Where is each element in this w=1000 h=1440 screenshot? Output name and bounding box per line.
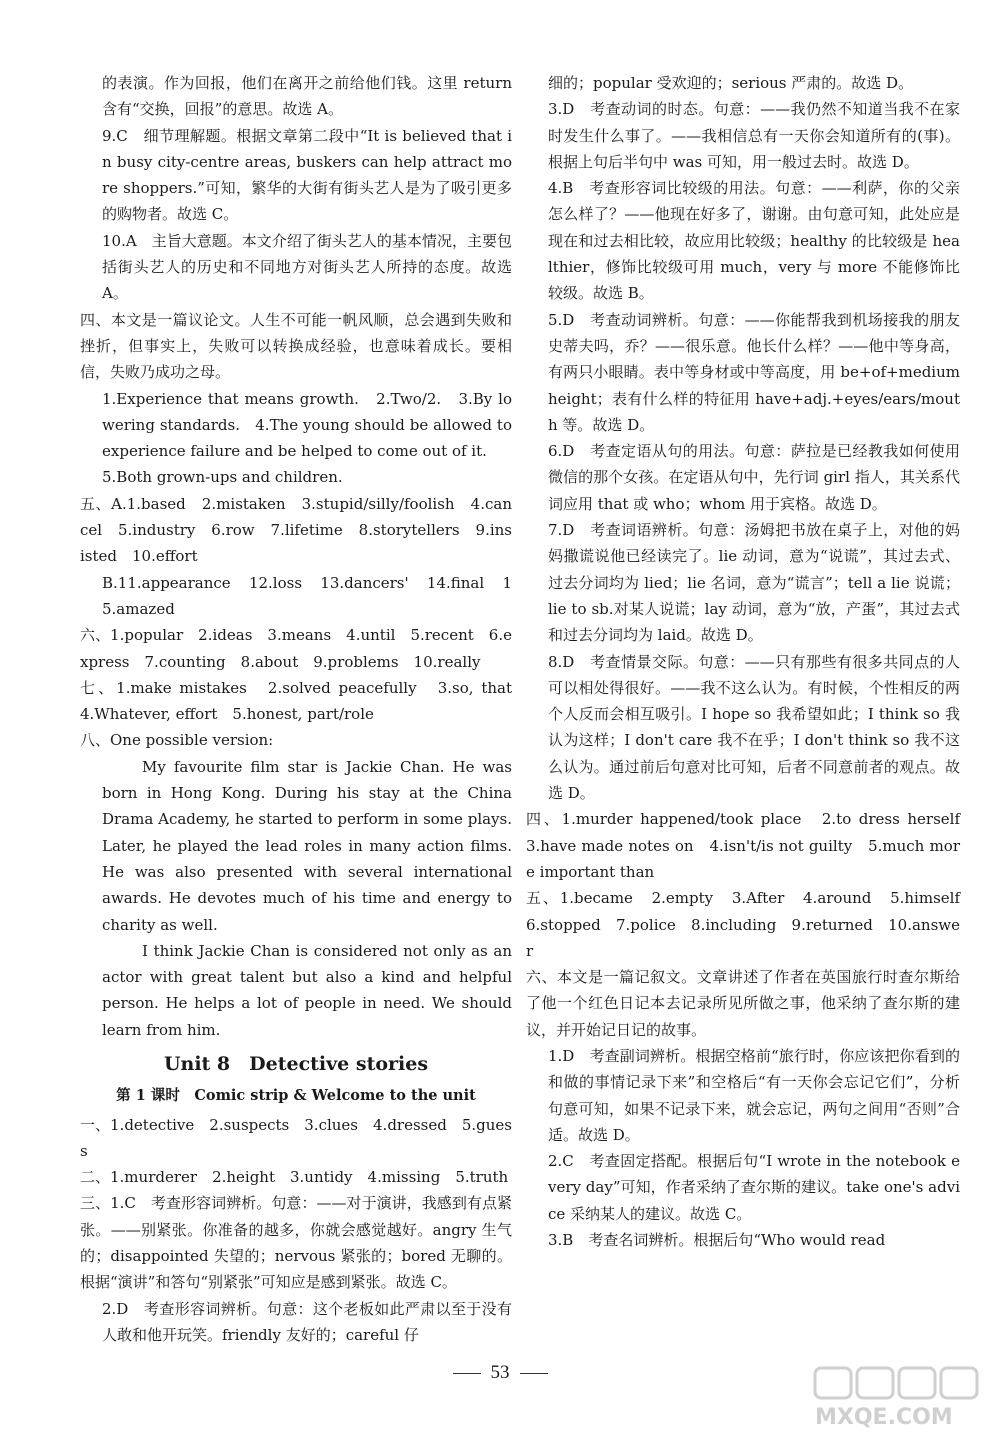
watermark-icon xyxy=(811,1362,986,1430)
right-line-0: 细的；popular 受欢迎的；serious 严肃的。故选 D。 xyxy=(548,74,914,92)
right-line-10: 1.D 考查副词辨析。根据空格前“旅行时，你应该把你看到的和做的事情记录下来”和空格后“有一天你会忘记它们”，分析句意可知，如果不记录下来，就会忘记，两句之间用“否则”合适。故选 D。 xyxy=(548,1046,960,1144)
right-line-4: 6.D 考查定语从句的用法。句意：萨拉是已经教我如何使用微信的那个女孩。在定语从句中，先行词 girl 指人，其关系代词应用 that 或 who；whom 用于宾格。故选 D。 xyxy=(548,442,960,513)
right-line-7: 四、1.murder happened/took place 2.to dress herself 3.have made notes on 4.isn't/is not guilty 5.much more important than xyxy=(526,810,976,881)
left-line-9: 七、1.make mistakes 2.solved peacefully 3.so, that 4.Whatever, effort 5.honest, part/role xyxy=(80,678,528,724)
left-line-4: 1.Experience that means growth. 2.Two/2. 3.By lowering standards. 4.The young should be allowed to experience failure and be helped to come out of it. xyxy=(102,389,512,461)
right-line-6: 8.D 考查情景交际。句意：——只有那些有很多共同点的人可以相处得很好。——我不这么认为。有时候，个性相反的两个人反而会相互吸引。I hope so 我希望如此；I think so 我认为这样；I don't care 我不在乎；I don't think so 我不这么认为。通过前后句意对比可知，后者不同意前者的观点。故选 D。 xyxy=(548,652,960,803)
page-number-text: 53 xyxy=(490,1362,510,1383)
right-column xyxy=(526,70,976,1253)
left-line-8: 六、1.popular 2.ideas 3.means 4.until 5.recent 6.express 7.counting 8.about 9.problems 10.really xyxy=(80,626,512,671)
left-line-1: 9.C 细节理解题。根据文章第二段中“It is believed that in busy city-centre areas, buskers can help attract more shoppers.”可知，繁华的大街有街头艺人是为了吸引更多的购物者。故选 C。 xyxy=(102,126,512,224)
left-line-6: 五、A.1.based 2.mistaken 3.stupid/silly/foolish 4.cancel 5.industry 6.row 7.lifetime 8.storytellers 9.insisted 10.effort xyxy=(80,494,512,566)
left-line-13: Unit 8 Detective stories xyxy=(163,1052,429,1075)
right-line-5: 7.D 考查词语辨析。句意：汤姆把书放在桌子上，对他的妈妈撒谎说他已经读完了。lie 动词，意为“说谎”，其过去式、过去分词均为 lied；lie 名词，意为“谎言”；tell a lie 说谎；lie to sb.对某人说谎；lay 动词，意为“放，产蛋”，其过去式和过去分词均为 laid。故选 D。 xyxy=(548,521,960,645)
left-line-15: 一、1.detective 2.suspects 3.clues 4.dressed 5.guess xyxy=(80,1115,512,1160)
left-line-11: My favourite film star is Jackie Chan. He was born in Hong Kong. During his stay at the China Drama Academy, he started to perform in some plays. Later, he played the lead roles in many action films. He was also presented with several international awards. He devotes much of his time and energy to charity as well. xyxy=(102,757,512,934)
right-line-2: 4.B 考查形容词比较级的用法。句意：——利萨，你的父亲怎么样了？——他现在好多了，谢谢。由句意可知，此处应是现在和过去相比较，故应用比较级；healthy 的比较级是 healthier，修饰比较级可用 much，very 与 more 不能修饰比较级。故选 B。 xyxy=(548,179,960,303)
left-line-12: I think Jackie Chan is considered not only as an actor with great talent but also a kind and helpful person. He helps a lot of people in need. We should learn from him. xyxy=(102,941,512,1039)
left-line-0: 的表演。作为回报，他们在离开之前给他们钱。这里 return 含有“交换，回报”的意思。故选 A。 xyxy=(102,74,512,119)
left-line-16: 二、1.murderer 2.height 3.untidy 4.missing 5.truth xyxy=(80,1168,509,1187)
left-line-7: B.11.appearance 12.loss 13.dancers' 14.final 15.amazed xyxy=(102,573,512,618)
svg-text:MXQE.COM: MXQE.COM xyxy=(815,1405,953,1430)
left-line-5: 5.Both grown-ups and children. xyxy=(102,468,343,487)
right-line-9: 六、本文是一篇记叙文。文章讲述了作者在英国旅行时查尔斯给了他一个红色日记本去记录所见所做之事，他采纳了查尔斯的建议，并开始记日记的故事。 xyxy=(526,968,960,1039)
right-line-12: 3.B 考查名词辨析。根据后句“Who would read xyxy=(548,1231,886,1250)
left-line-3: 四、本文是一篇议论文。人生不可能一帆风顺，总会遇到失败和挫折，但事实上，失败可以转换成经验，也意味着成长。要相信，失败乃成功之母。 xyxy=(80,310,512,382)
left-line-18: 2.D 考查形容词辨析。句意：这个老板如此严肃以至于没有人敢和他开玩笑。friendly 友好的；careful 仔 xyxy=(102,1299,512,1344)
left-column xyxy=(80,70,528,1348)
right-line-3: 5.D 考查动词辨析。句意：——你能帮我到机场接我的朋友史蒂夫吗，乔？——很乐意。他长什么样？——他中等身高，有两只小眼睛。表中等身材或中等高度，用 be+of+medium height；表有什么样的特征用 have+adj.+eyes/ears/mouth 等。故选 D。 xyxy=(548,310,960,434)
left-line-2: 10.A 主旨大意题。本文介绍了街头艺人的基本情况，主要包括街头艺人的历史和不同地方对街头艺人所持的态度。故选 A。 xyxy=(102,231,512,303)
right-line-11: 2.C 考查固定搭配。根据后句“I wrote in the notebook every day”可知，作者采纳了查尔斯的建议。take one's advice 采纳某人的建议。故选 C。 xyxy=(548,1152,960,1223)
right-line-1: 3.D 考查动词的时态。句意：——我仍然不知道当我不在家时发生什么事了。——我相信总有一天你会知道所有的(事)。根据上句后半句中 was 可知，用一般过去时。故选 D。 xyxy=(548,100,960,171)
right-line-8: 五、1.became 2.empty 3.After 4.around 5.himself 6.stopped 7.police 8.including 9.returned 10.answer xyxy=(526,889,976,960)
left-line-10: 八、One possible version: xyxy=(80,731,274,750)
left-line-14: 第 1 课时 Comic strip & Welcome to the unit xyxy=(116,1087,476,1105)
left-line-17: 三、1.C 考查形容词辨析。句意：——对于演讲，我感到有点紧张。——别紧张。你准备的越多，你就会感觉越好。angry 生气的；disappointed 失望的；nervous 紧张的；bored 无聊的。根据“演讲”和答句“别紧张”可知应是感到紧张。故选 C。 xyxy=(80,1194,512,1292)
watermark-logo xyxy=(811,1362,986,1430)
